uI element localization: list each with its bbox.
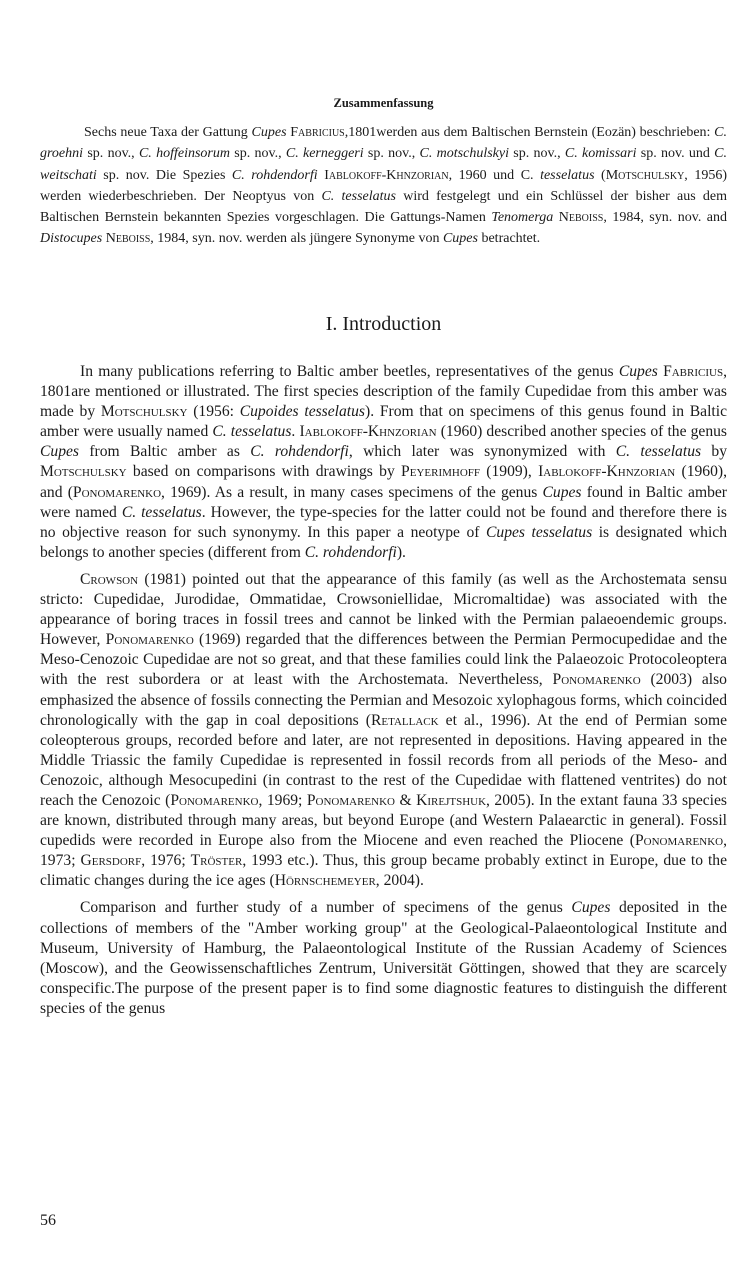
text-run: from Baltic amber as: [78, 443, 251, 461]
text-run: sp. nov.,: [509, 146, 565, 162]
text-run: betrachtet.: [477, 231, 541, 247]
italic-run: C. tesselatus: [321, 188, 396, 204]
italic-run: Cupes: [442, 231, 478, 247]
text-run: , 1973;: [40, 832, 727, 870]
author-name: Hörnschemeyer: [274, 872, 376, 890]
author-name: Peyerimhoff: [401, 463, 481, 481]
paragraph-1: [40, 362, 727, 563]
text-run: , 1960 und C.: [448, 167, 541, 183]
text-run: ,1801werden aus dem Baltischen Bernstein (Eozän) beschrieben:: [344, 125, 715, 140]
italic-run: Cupes: [618, 363, 658, 380]
paragraph-2: [40, 570, 727, 892]
italic-run: C. rohdendorfi: [304, 543, 397, 561]
text-run: , 1993 etc.). Thus, this group became probably extinct in Europe, due to the climatic changes during the ice ages (: [40, 852, 727, 890]
author-name: Motschulsky: [100, 403, 188, 421]
text-run: ). From that on specimens of this genus found in Baltic amber were usually named: [40, 403, 727, 441]
italic-run: Cupes: [571, 899, 611, 917]
italic-run: C. tesselatus: [121, 503, 202, 521]
section-title: I. Introduction: [325, 313, 442, 335]
text-run: (: [594, 167, 606, 183]
author-name: Ponomarenko: [72, 483, 162, 501]
text-run: (1960), and (: [40, 463, 727, 501]
author-name: Iablokoff-Khnzorian: [324, 167, 449, 183]
text-run: et al., 1996). At the end of Permian some coleopterous groups, recorded before and later, are not represented in depositions. Having appeared in the Middle Triassic the family Cupedidae is represented in fossil records from all periods of the Meso- and Cenozoic, although Mesocupedini (in contrast to the rest of the Cupedidae with flattened ventrites) do not reach the Cenozoic (: [40, 711, 727, 809]
body-text: [40, 362, 727, 1026]
author-name: Neboiss: [105, 231, 151, 247]
text-run: , 1956) werden wiederbeschrieben. Der Neoptyus von: [40, 167, 727, 204]
author-name: Tröster: [190, 852, 243, 870]
italic-run: C. hoffeinsorum: [138, 146, 230, 162]
author-name: Gersdorf: [80, 852, 142, 870]
italic-run: Cupes: [40, 443, 79, 461]
text-run: (1981) pointed out that the appearance of this family (as well as the Archostemata sensu stricto: Cupedidae, Jurodidae, Ommatidae, Crowsoniellidae, Micromaltidae) was associated with the appearance of boring traces in fossil trees and cannot be linked with the Permian palaeoendemic groups. However,: [40, 570, 727, 649]
italic-run: Cupes: [542, 483, 582, 501]
text-run: sp. nov. Die Spezies: [96, 167, 232, 183]
author-name: Kirejtshuk: [416, 791, 487, 809]
author-name: Ponomarenko: [552, 671, 641, 689]
text-run: is designated which belongs to another species (different from: [40, 523, 727, 561]
text-run: wird festgelegt und ein Schlüssel der bisher aus dem Baltischen Bernstein bekannten Spezies vorgeschlagen. Die Gattungs-Namen: [40, 188, 728, 226]
text-run: based on comparisons with drawings by: [126, 463, 402, 481]
author-name: Fabricius: [663, 363, 724, 380]
text-run: , 1984, syn. nov. and: [603, 210, 728, 226]
text-run: , 1976;: [141, 852, 191, 870]
text-run: , which later was synonymized with: [348, 443, 616, 461]
text-run: , 2004).: [375, 872, 424, 890]
italic-run: C. rohdendorfi: [231, 167, 318, 183]
author-name: Motschulsky: [605, 167, 685, 183]
author-name: Crowson: [80, 570, 139, 588]
text-run: (2003) also emphasized the absence of fossils connecting the Permian and Mesozoic xylophagous forms, which coincided chronologically with the gap in coal depositions (: [40, 671, 727, 729]
italic-run: C. tesselatus: [615, 443, 702, 461]
italic-run: tesselatus: [540, 167, 595, 183]
text-run: , 1984, syn. nov. werden als jüngere Synonyme von: [150, 231, 443, 247]
italic-run: Distocupes: [40, 231, 103, 247]
abstract: [40, 122, 727, 250]
abstract-heading: Zusammenfassung: [333, 96, 434, 110]
paragraph-3: [40, 898, 727, 1019]
italic-run: C. motschulskyi: [419, 146, 509, 162]
text-run: , 1969;: [258, 791, 307, 809]
text-run: Sechs neue Taxa der Gattung: [84, 125, 252, 140]
italic-run: Cupes tesselatus: [486, 523, 593, 541]
author-name: Ponomarenko: [170, 791, 259, 809]
author-name: Retallack: [371, 711, 439, 729]
italic-run: C. kerneggeri: [285, 146, 364, 162]
text-run: . However, the type-species for the latter could not be found and therefore there is no objective reason for such synonymy. In this paper a neotype of: [40, 503, 727, 541]
text-run: In many publications referring to Baltic amber beetles, representatives of the genus: [80, 363, 619, 380]
author-name: Ponomarenko: [634, 832, 724, 850]
text-run: .: [291, 423, 300, 441]
text-run: (1909),: [480, 463, 539, 481]
text-run: sp. nov.,: [363, 146, 420, 162]
author-name: Iablokoff-Khnzorian: [299, 423, 437, 441]
italic-run: Cupes: [251, 125, 287, 140]
text-run: by: [701, 443, 728, 461]
italic-run: C. weitschati: [40, 146, 728, 183]
italic-run: C. tesselatus: [212, 423, 292, 441]
italic-run: Tenomerga: [491, 210, 554, 226]
italic-run: C. rohdendorfi: [250, 443, 349, 461]
text-run: sp. nov.,: [229, 146, 286, 162]
text-run: (1960) described another species of the genus: [436, 423, 727, 441]
author-name: Ponomarenko: [306, 791, 395, 809]
text-run: , 1801are mentioned or illustrated. The first species description of the family Cupedidae from this amber was made by: [40, 363, 727, 421]
author-name: Ponomarenko: [105, 631, 194, 649]
text-run: sp. nov.,: [83, 146, 139, 162]
italic-run: C. groehni: [40, 125, 728, 162]
text-run: ).: [396, 543, 406, 561]
author-name: Iablokoff-Khnzorian: [538, 463, 676, 481]
text-run: &: [394, 791, 417, 809]
abstract-paragraph: [40, 122, 727, 250]
text-run: (1969) regarded that the differences between the Permian Permocupedidae and the Meso-Cenozoic Cupedidae are not so great, and that these families could link the Palaeozoic Protocoleoptera with the rest subordera or at least with the Archostemata. Nevertheless,: [40, 631, 728, 689]
text-run: found in Baltic amber were named: [40, 483, 727, 521]
author-name: Fabricius: [290, 125, 345, 140]
author-name: Neboiss: [558, 210, 604, 226]
text-run: , 1969). As a result, in many cases specimens of the genus: [161, 483, 543, 501]
text-run: sp. nov. und: [636, 146, 715, 162]
text-run: Comparison and further study of a number of specimens of the genus: [80, 899, 572, 917]
text-run: deposited in the collections of members of the "Amber working group" at the Geological-Palaeontological Institute and Museum, University of Hamburg, the Palaeontological Institute of the Russian Academy of Sciences (Moscow), and the Geowissenschaftliches Zentrum, Universität Göttingen, showed that they are scarcely conspecific.The purpose of the present paper is to find some diagnostic features to distinguish the different species of the genus: [40, 899, 727, 1017]
page-number: 56: [40, 1212, 56, 1229]
italic-run: C. komissari: [564, 146, 637, 162]
text-run: (1956:: [187, 403, 240, 421]
author-name: Motschulsky: [40, 463, 127, 481]
text-run: , 2005). In the extant fauna 33 species are known, distributed through many areas, but beyond Europe (and Western Palaearctic in general). Fossil cupedids were recorded in Europe also from the Miocene and even reached the Pliocene (: [40, 791, 727, 850]
italic-run: Cupoides tesselatus: [239, 403, 366, 421]
